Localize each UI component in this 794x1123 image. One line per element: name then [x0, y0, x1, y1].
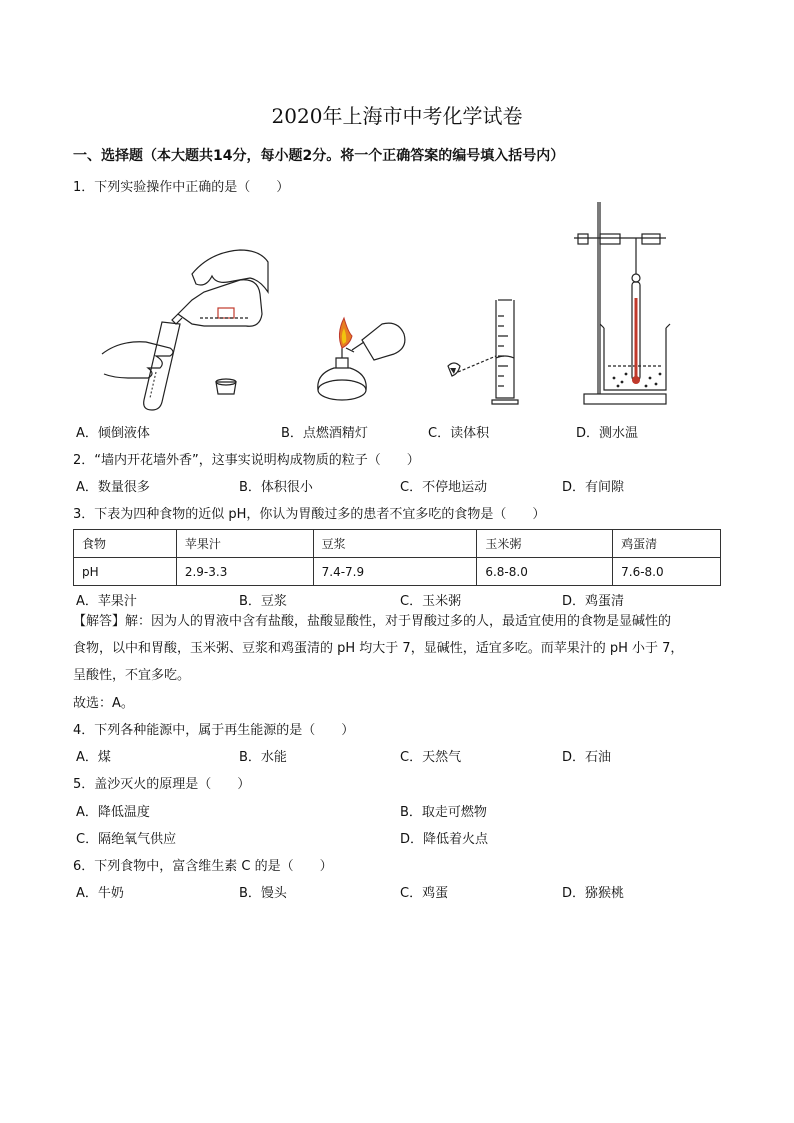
question-2-option-a: A．数量很多 [76, 480, 150, 495]
question-5-option-a: A．降低温度 [76, 805, 150, 820]
question-4-option-c: C．天然气 [400, 750, 462, 765]
page-title: 2020年上海市中考化学试卷 [271, 104, 523, 128]
question-2-option-d: D．有间隙 [562, 480, 625, 495]
table-row [74, 530, 721, 558]
question-3-option-a: A．苹果汁 [76, 594, 137, 609]
question-2-stem: 2．“墙内开花墙外香”，这事实说明构成物质的粒子（ ） [73, 453, 420, 468]
solution-line: 呈酸性，不宜多吃。 [73, 668, 191, 683]
solution-line: 【解答】解：因为人的胃液中含有盐酸，盐酸显酸性，对于胃酸过多的人，最适宜使用的食物是显碱性的 [73, 614, 672, 629]
table-cell: 食物 [74, 530, 177, 558]
question-6-option-b: B．馒头 [239, 886, 287, 901]
question-5-option-b: B．取走可燃物 [400, 805, 487, 820]
pouring-liquid-icon [100, 222, 270, 412]
question-1-option-d: D．测水温 [576, 426, 639, 441]
question-3-option-b: B．豆浆 [239, 594, 287, 609]
ph-table [73, 529, 721, 586]
table-cell: 6.8-8.0 [477, 558, 613, 586]
question-1-option-a: A．倾倒液体 [76, 426, 150, 441]
solution-answer: 故选：A。 [73, 696, 134, 711]
question-2-option-b: B．体积很小 [239, 480, 313, 495]
table-cell: 7.4-7.9 [313, 558, 477, 586]
table-row [74, 558, 721, 586]
question-3-option-c: C．玉米粥 [400, 594, 462, 609]
question-4-option-d: D．石油 [562, 750, 612, 765]
question-5-stem: 5．盖沙灭火的原理是（ ） [73, 777, 251, 792]
question-6-option-c: C．鸡蛋 [400, 886, 449, 901]
section-header: 一、选择题（本大题共14分，每小题2分。将一个正确答案的编号填入括号内） [73, 148, 565, 164]
question-4-option-b: B．水能 [239, 750, 287, 765]
table-cell: 苹果汁 [176, 530, 313, 558]
question-1-option-c: C．读体积 [428, 426, 490, 441]
table-cell: pH [74, 558, 177, 586]
question-5-option-d: D．降低着火点 [400, 832, 489, 847]
solution-line: 食物，以中和胃酸，玉米粥、豆浆和鸡蛋清的 pH 均大于 7，显碱性，适宜多吃。而苹果汁的 pH 小于 7， [73, 641, 684, 656]
question-5-option-c: C．隔绝氧气供应 [76, 832, 177, 847]
question-4-stem: 4．下列各种能源中，属于再生能源的是（ ） [73, 723, 355, 738]
table-cell: 2.9-3.3 [176, 558, 313, 586]
table-cell: 7.6-8.0 [613, 558, 721, 586]
question-1-option-b: B．点燃酒精灯 [281, 426, 368, 441]
question-4-option-a: A．煤 [76, 750, 111, 765]
table-cell: 玉米粥 [477, 530, 613, 558]
question-3-stem: 3．下表为四种食物的近似 pH，你认为胃酸过多的患者不宜多吃的食物是（ ） [73, 507, 546, 522]
thermometer-stand-icon [570, 198, 670, 412]
table-cell: 鸡蛋清 [613, 530, 721, 558]
question-2-option-c: C．不停地运动 [400, 480, 488, 495]
graduated-cylinder-icon [444, 296, 534, 411]
question-6-option-a: A．牛奶 [76, 886, 124, 901]
question-6-stem: 6．下列食物中，富含维生素 C 的是（ ） [73, 859, 333, 874]
question-1-stem: 1．下列实验操作中正确的是（ ） [73, 180, 290, 195]
alcohol-lamp-icon [312, 310, 412, 410]
question-6-option-d: D．猕猴桃 [562, 886, 625, 901]
table-cell: 豆浆 [313, 530, 477, 558]
question-3-option-d: D．鸡蛋清 [562, 594, 625, 609]
